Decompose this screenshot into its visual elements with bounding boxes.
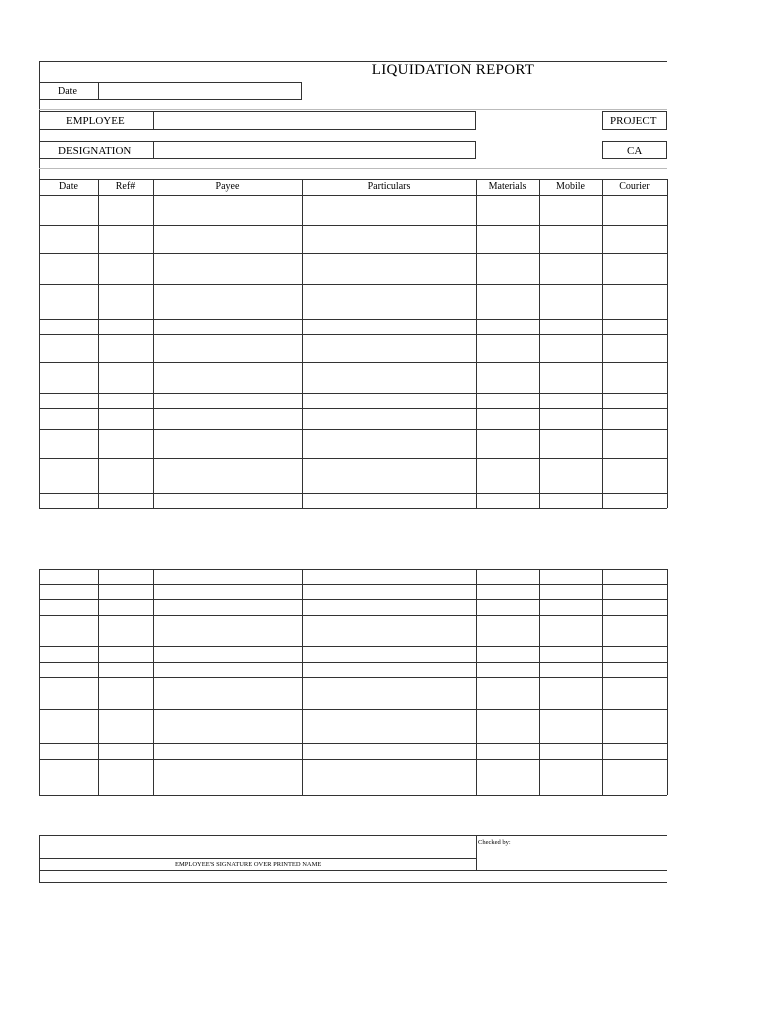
continued-table-row-line — [39, 795, 667, 796]
main-table-row-line — [39, 253, 667, 254]
continued-table-row-line — [39, 759, 667, 760]
main-table-row-line — [39, 458, 667, 459]
main-table-row-line — [39, 334, 667, 335]
continued-table-row-line — [39, 662, 667, 663]
designation-row-underline — [39, 168, 667, 169]
main-table-col-line — [302, 179, 303, 508]
signature-label: EMPLOYEE'S SIGNATURE OVER PRINTED NAME — [175, 861, 322, 868]
continued-table-col-line — [98, 569, 99, 795]
main-table-row-line — [39, 284, 667, 285]
footer-mid-line — [39, 870, 667, 871]
continued-table-row-line — [39, 646, 667, 647]
main-table-row-line — [39, 362, 667, 363]
employee-field[interactable] — [153, 111, 476, 130]
footer-divider — [476, 835, 477, 870]
main-table-row-line — [39, 225, 667, 226]
main-table-row-line — [39, 393, 667, 394]
continued-table-row-line — [39, 599, 667, 600]
main-table-row-line — [39, 429, 667, 430]
main-table-col-line — [476, 179, 477, 508]
continued-table-row-line — [39, 677, 667, 678]
continued-table-col-line — [602, 569, 603, 795]
employee-label: EMPLOYEE — [66, 115, 125, 127]
continued-table-row-line — [39, 709, 667, 710]
main-table-row-line — [39, 508, 667, 509]
col-header-ref: Ref# — [115, 181, 136, 192]
main-table-col-line — [667, 179, 668, 508]
main-table-row-line — [39, 319, 667, 320]
col-header-particulars: Particulars — [367, 181, 411, 192]
continued-table-col-line — [476, 569, 477, 795]
col-header-date: Date — [59, 181, 78, 192]
main-table-row-line — [39, 493, 667, 494]
footer-signature-line — [39, 858, 476, 859]
continued-table-col-line — [153, 569, 154, 795]
footer-left-border — [39, 835, 40, 882]
report-title: LIQUIDATION REPORT — [371, 62, 535, 78]
continued-table-row-line — [39, 584, 667, 585]
checked-by-label: Checked by: — [478, 839, 511, 846]
continued-table-col-line — [302, 569, 303, 795]
continued-table-row-line — [39, 743, 667, 744]
continued-table-col-line — [667, 569, 668, 795]
main-table-col-line — [602, 179, 603, 508]
main-table-col-line — [39, 179, 40, 508]
main-table-row-line — [39, 195, 667, 196]
col-header-mobile: Mobile — [556, 181, 585, 192]
date-row-underline — [39, 109, 667, 110]
ca-label: CA — [627, 145, 643, 157]
continued-table-col-line — [39, 569, 40, 795]
footer-top-border — [39, 835, 667, 836]
footer-bottom-border — [39, 882, 667, 883]
main-table-col-line — [153, 179, 154, 508]
date-field[interactable] — [98, 82, 302, 100]
continued-table-row-line — [39, 569, 667, 570]
col-header-materials: Materials — [488, 181, 527, 192]
main-table-row-line — [39, 179, 667, 180]
project-label: PROJECT — [610, 115, 657, 127]
designation-label: DESIGNATION — [58, 145, 132, 157]
main-table-row-line — [39, 408, 667, 409]
main-table-col-line — [98, 179, 99, 508]
date-label: Date — [58, 86, 77, 97]
continued-table-col-line — [539, 569, 540, 795]
continued-table-row-line — [39, 615, 667, 616]
main-table-col-line — [539, 179, 540, 508]
col-header-courier: Courier — [619, 181, 650, 192]
designation-field[interactable] — [153, 141, 476, 159]
col-header-payee: Payee — [215, 181, 240, 192]
